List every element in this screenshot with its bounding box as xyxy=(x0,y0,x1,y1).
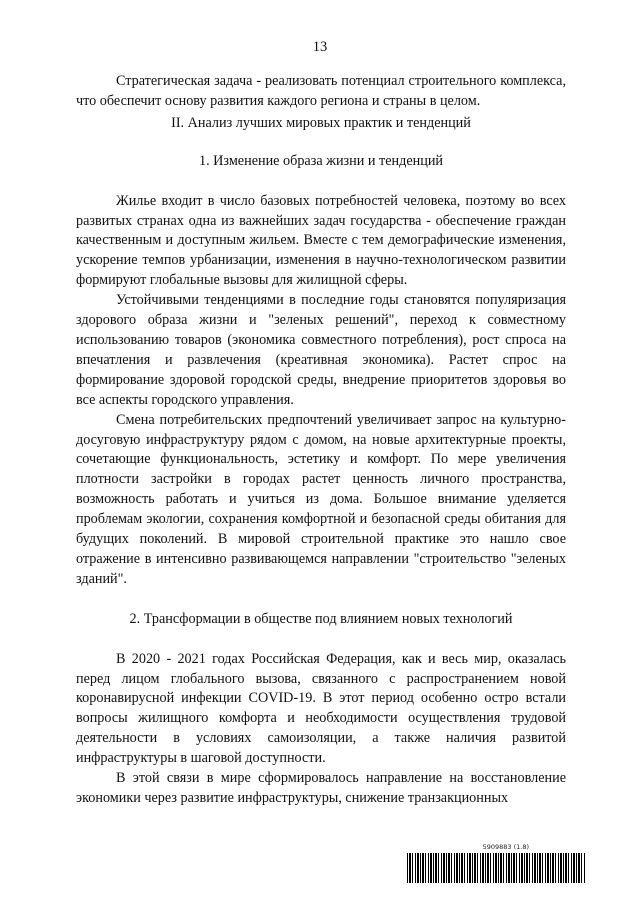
subsection-heading-1: 1. Изменение образа жизни и тенденций xyxy=(198,152,444,169)
paragraph-2: Устойчивыми тенденциями в последние годы становятся популяризация здорового образа жизни и "зеленых решений", переход к совместному использованию товаров (экономика совместного потребления), рост спроса на впечатления и развлечения (креативная экономика). Растет спрос на формирование здоровой городской среды, внедрение приоритетов здоровья во все аспекты городского управления. xyxy=(76,292,566,408)
barcode-icon xyxy=(407,853,585,883)
paragraph-3: Смена потребительских предпочтений увеличивает запрос на культурно-досуговую инфраструктуру рядом с домом, на новые архитектурные проекты, сочетающие функциональность, эстетику и комфорт. По мере увеличения плотности застройки в городах растет ценность личного пространства, возможность работать и учиться из дома. Большое внимание уделяется проблемам экологии, сохранения комфортной и безопасной среды обитания для будущих поколений. В мировой строительной практике это нашло свое отражение в интенсивно развивающемся направлении "строительство "зеленых зданий". xyxy=(76,411,566,587)
paragraph-4: В 2020 - 2021 годах Российская Федерация, как и весь мир, оказалась перед лицом глобального вызова, связанного с распространением новой коронавирусной инфекции COVID-19. В этот период особенно остро встали вопросы жилищного комфорта и необходимости осуществления трудовой деятельности в условиях самоизоляции, а также наличия развитой инфраструктуры в шаговой доступности. xyxy=(76,650,566,767)
subsection-heading-2: 2. Трансформации в обществе под влиянием новых технологий xyxy=(129,610,513,627)
barcode-code: 5909883 (1.8) xyxy=(482,843,529,851)
paragraph-intro: Стратегическая задача - реализовать потенциал строительного комплекса, что обеспечит основу развития каждого региона и страны в целом. xyxy=(76,73,566,109)
page-number: 13 xyxy=(312,39,328,55)
paragraph-5: В этой связи в мире сформировалось направление на восстановление экономики через развитие инфраструктуры, снижение транзакционных xyxy=(76,770,566,806)
barcode-block xyxy=(407,843,585,883)
paragraph-1: Жилье входит в число базовых потребностей человека, поэтому во всех развитых странах одна из важнейших задач государства - обеспечение граждан качественным и доступным жильем. Вместе с тем демографические изменения, ускорение темпов урбанизации, изменения в научно-технологическом развитии формируют глобальные вызовы для жилищной сферы. xyxy=(76,192,566,289)
section-heading: II. Анализ лучших мировых практик и тенденций xyxy=(171,114,471,131)
document-body xyxy=(76,72,566,809)
